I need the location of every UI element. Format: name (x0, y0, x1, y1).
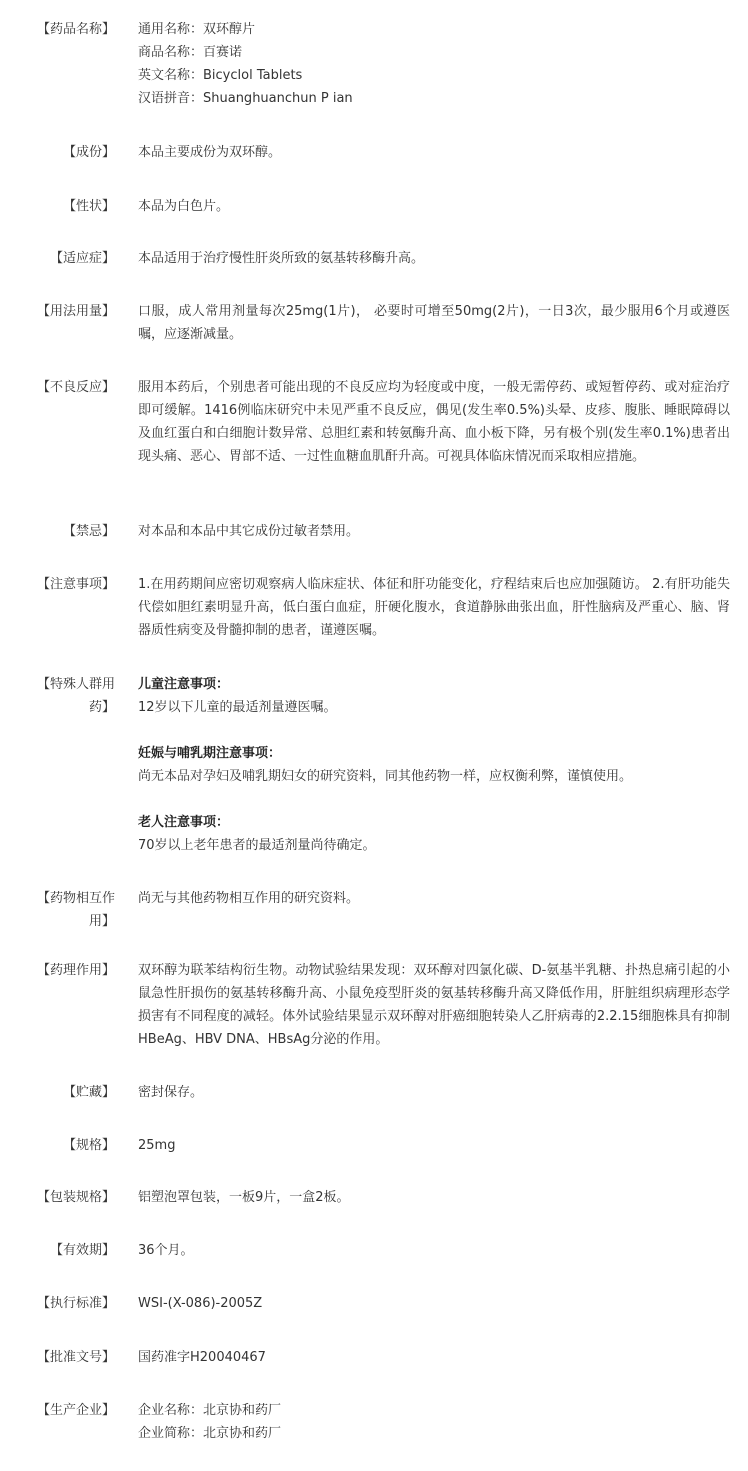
interactions-label: 【药物相互作 用】 (36, 891, 115, 929)
pinyin-name: 汉语拼音：Shuanghuanchun P ian (138, 91, 353, 106)
manufacturer-values (138, 1399, 730, 1445)
ingredients-label: 【成份】 (62, 145, 115, 160)
indications-text: 本品适用于治疗慢性肝炎所致的氨基转移酶升高。 (138, 251, 425, 266)
adverse-label: 【不良反应】 (36, 380, 115, 395)
specification-text: 25mg (138, 1138, 176, 1153)
special-populations-values (138, 673, 730, 857)
specification-label: 【规格】 (62, 1138, 115, 1153)
pregnancy-title: 妊娠与哺乳期注意事项： (138, 746, 282, 761)
dosage-label: 【用法用量】 (36, 304, 115, 319)
description-label: 【性状】 (62, 199, 115, 214)
elderly-text: 70岁以上老年患者的最适剂量尚待确定。 (138, 838, 376, 853)
trade-name: 商品名称：百赛诺 (138, 45, 243, 60)
special-populations-label: 【特殊人群用 药】 (36, 677, 115, 715)
approval-label: 【批准文号】 (36, 1350, 115, 1365)
drug-name-label: 【药品名称】 (36, 22, 115, 37)
adverse-text: 服用本药后，个别患者可能出现的不良反应均为轻度或中度，一般无需停药、或短暂停药、或对症治疗即可缓解。1416例临床研究中未见严重不良反应，偶见(发生率0.5%)头晕、皮疹、腹胀、睡眠障碍以及血红蛋白和白细胞计数异常、总胆红素和转氨酶升高、血小板下降，另有极个别(发生率0.1%)患者出现头痛、恶心、胃部不适、一过性血糖血肌酐升高。可视具体临床情况而采取相应措施。 (138, 380, 730, 464)
ingredients-text: 本品主要成份为双环醇。 (138, 145, 282, 160)
precautions-label: 【注意事项】 (36, 577, 115, 592)
storage-label: 【贮藏】 (62, 1085, 115, 1100)
children-title: 儿童注意事项： (138, 677, 230, 692)
pregnancy-text: 尚无本品对孕妇及哺乳期妇女的研究资料，同其他药物一样，应权衡利弊，谨慎使用。 (138, 769, 633, 784)
manufacturer-name: 企业名称：北京协和药厂 (138, 1403, 282, 1418)
children-text: 12岁以下儿童的最适剂量遵医嘱。 (138, 700, 337, 715)
drug-name-values (138, 18, 730, 110)
dosage-text: 口服，成人常用剂量每次25mg(1片)， 必要时可增至50mg(2片)，一日3次，最少服用6个月或遵医嘱，应逐渐减量。 (138, 304, 730, 342)
contraindications-text: 对本品和本品中其它成份过敏者禁用。 (138, 524, 360, 539)
contraindications-label: 【禁忌】 (62, 524, 115, 539)
storage-text: 密封保存。 (138, 1085, 204, 1100)
pharmacology-text: 双环醇为联苯结构衍生物。动物试验结果发现：双环醇对四氯化碳、D-氨基半乳糖、扑热息痛引起的小鼠急性肝损伤的氨基转移酶升高、小鼠免疫型肝炎的氨基转移酶升高又降低作用，肝脏组织病理形态学损害有不同程度的减轻。体外试验结果显示双环醇对肝癌细胞转染人乙肝病毒的2.2.15细胞株具有抑制HBeAg、HBV DNA、HBsAg分泌的作用。 (138, 963, 730, 1047)
pharmacology-label: 【药理作用】 (36, 963, 115, 978)
elderly-title: 老人注意事项： (138, 815, 230, 830)
standard-label: 【执行标准】 (36, 1296, 115, 1311)
approval-text: 国药准字H20040467 (138, 1350, 266, 1365)
precautions-text: 1.在用药期间应密切观察病人临床症状、体征和肝功能变化，疗程结束后也应加强随访。 2.有肝功能失代偿如胆红素明显升高，低白蛋白血症，肝硬化腹水，食道静脉曲张出血，肝性脑病及严重心、脑、肾器质性病变及骨髓抑制的患者，谨遵医嘱。 (138, 577, 730, 638)
manufacturer-label: 【生产企业】 (36, 1403, 115, 1418)
english-name: 英文名称：Bicyclol Tablets (138, 68, 303, 83)
description-text: 本品为白色片。 (138, 199, 230, 214)
package-label: 【包装规格】 (36, 1190, 115, 1205)
standard-text: WSI-(X-086)-2005Z (138, 1296, 263, 1311)
generic-name: 通用名称：双环醇片 (138, 22, 256, 37)
indications-label: 【适应症】 (49, 251, 115, 266)
expiry-label: 【有效期】 (49, 1243, 115, 1258)
package-text: 铝塑泡罩包装，一板9片，一盒2板。 (138, 1190, 350, 1205)
interactions-text: 尚无与其他药物相互作用的研究资料。 (138, 891, 360, 906)
expiry-text: 36个月。 (138, 1243, 194, 1258)
manufacturer-short-name: 企业简称：北京协和药厂 (138, 1426, 282, 1441)
